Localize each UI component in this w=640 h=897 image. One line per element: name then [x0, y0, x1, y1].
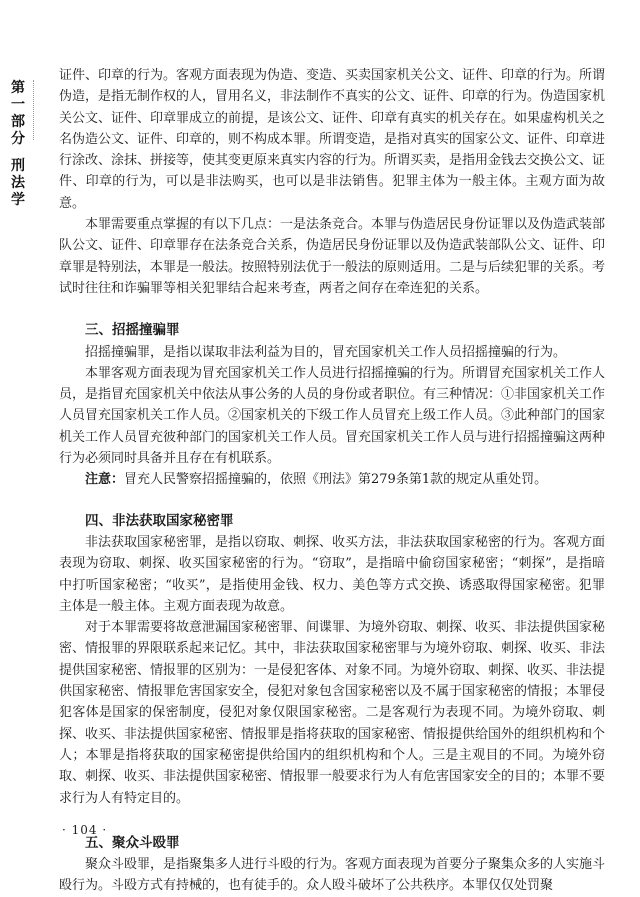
side-tab [6, 80, 30, 209]
body-paragraph: 本罪需要重点掌握的有以下几点：一是法条竞合。本罪与伪造居民身份证罪以及伪造武装部队公文、证件、印章罪存在法条竞合关系，伪造居民身份证罪以及伪造武装部队公文、证件、印章罪是特别法，本罪是一般法。按照特别法优于一般法的原则适用。二是与后续犯罪的关系。考试时往往和诈骗罪等相关犯罪结合起来考查，两者之间存在牵连犯的关系。 [59, 217, 606, 296]
note-paragraph [59, 469, 605, 490]
body-paragraph: 对于本罪需要将故意泄漏国家秘密罪、间谍罪、为境外窃取、刺探、收买、非法提供国家秘密、情报罪的界限联系起来记忆。其中，非法获取国家秘密罪与为境外窃取、刺探、收买、非法提供国家秘密、情报罪的区别为：一是侵犯客体、对象不同。为境外窃取、刺探、收买、非法提供国家秘密、情报罪危害国家安全，侵犯对象包含国家秘密以及不属于国家秘密的情报；本罪侵犯客体是国家的保密制度，侵犯对象仅限国家秘密。二是客观行为表现不同。为境外窃取、刺探、收买、非法提供国家秘密、情报罪是指将获取的国家秘密、情报提供给国外的组织机构和个人；本罪是指将获取的国家秘密提供给国内的组织机构和个人。三是主观目的不同。为境外窃取、刺探、收买、非法提供国家秘密、情报罪一般要求行为人有危害国家安全的目的；本罪不要求行为人有特定目的。 [59, 620, 606, 806]
body-paragraph: 聚众斗殴罪，是指聚集多人进行斗殴的行为。客观方面表现为首要分子聚集众多的人实施斗殴行为。斗殴方式有持械的，也有徒手的。众人殴斗破坏了公共秩序。本罪仅仅处罚聚 [59, 857, 606, 894]
note-text: 冒充人民警察招摇撞骗的，依照《刑法》第279条第1款的规定从重处罚。 [124, 472, 548, 488]
side-tab-section-char: 法 [11, 175, 25, 191]
side-tab-section-char: 学 [11, 192, 25, 208]
side-tab-part-char: 部 [11, 114, 25, 130]
section-heading: 三、招摇撞骗罪 [85, 322, 180, 339]
side-tab-section-char: 刑 [11, 158, 25, 174]
side-tab-part-char: 第 [11, 80, 25, 96]
side-dotted-rule [33, 80, 34, 140]
body-paragraph: 非法获取国家秘密罪，是指以窃取、刺探、收买方法，非法获取国家秘密的行为。客观方面表现为窃取、刺探、收买国家秘密的行为。“窃取”，是指暗中偷窃国家秘密；“刺探”，是指暗中打听国家秘密；“收买”，是指使用金钱、权力、美色等方式交换、诱惑取得国家秘密。犯罪主体是一般主体。主观方面表现为故意。 [59, 534, 606, 614]
body-paragraph: 本罪客观方面表现为冒充国家机关工作人员进行招摇撞骗的行为。所谓冒充国家机关工作人员，是指冒充国家机关中依法从事公务的人员的身份或者职位。有三种情况：①非国家机关工作人员冒充国家机关工作人员。②国家机关的下级工作人员冒充上级工作人员。③此种部门的国家机关工作人员冒充彼种部门的国家机关工作人员。冒充国家机关工作人员与进行招摇撞骗这两种行为必须同时具备并且存在有机联系。 [59, 365, 606, 467]
side-tab-part-char: 一 [11, 97, 25, 113]
section-heading: 四、非法获取国家秘密罪 [85, 512, 234, 529]
side-tab-part-char: 分 [11, 131, 25, 147]
page-number: · 104 · [62, 823, 108, 837]
page-body [59, 65, 605, 897]
section-heading: 五、聚众斗殴罪 [85, 834, 180, 851]
body-paragraph: 证件、印章的行为。客观方面表现为伪造、变造、买卖国家机关公文、证件、印章的行为。所谓伪造，是指无制作权的人，冒用名义，非法制作不真实的公文、证件、印章的行为。伪造国家机关公文、证件、印章罪成立的前提，是该公文、证件、印章有真实的机关存在。如果虚构机关之名伪造公文、证件、印章的，则不构成本罪。所谓变造，是指对真实的国家公文、证件、印章进行涂改、涂抹、拼接等，使其变更原来真实内容的行为。所谓买卖，是指用金钱去交换公文、证件、印章的行为，可以是非法购买，也可以是非法销售。犯罪主体为一般主体。主观方面为故意。 [59, 68, 606, 211]
body-paragraph: 招摇撞骗罪，是指以谋取非法利益为目的，冒充国家机关工作人员招摇撞骗的行为。 [85, 344, 567, 360]
note-label: 注意： [85, 472, 125, 488]
